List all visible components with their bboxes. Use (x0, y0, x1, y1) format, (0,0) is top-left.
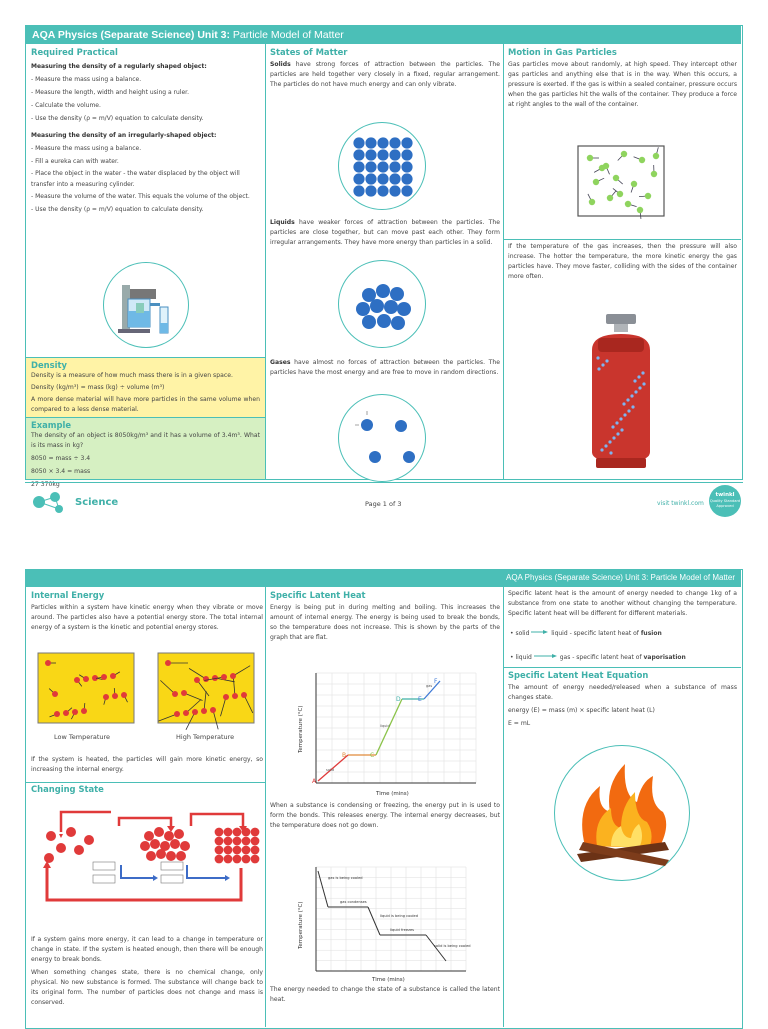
example-answer: 27 370kg (31, 480, 260, 490)
solid-particles-grid (339, 123, 427, 211)
solid-particles-diagram (338, 122, 426, 210)
condensing-section (270, 801, 500, 841)
solid-particle (365, 173, 376, 184)
internal-energy-section (31, 590, 263, 650)
solids-word: Solids (270, 61, 291, 68)
solid-particle (233, 855, 242, 864)
cooling-curve-label: liquid freezes (390, 928, 414, 932)
cylinder-particle (634, 390, 637, 393)
gases-text (270, 358, 500, 378)
solid-particle (251, 855, 260, 864)
solid-particle (401, 185, 412, 196)
solid-particle (353, 185, 364, 196)
changing-state-section (31, 935, 263, 1025)
irregular-step-5: - Use the density (ρ = m/V) equation to calculate density. (31, 203, 263, 216)
motion-divider (504, 239, 741, 240)
page-one (25, 25, 743, 480)
motion-heading: Motion in Gas Particles (508, 47, 737, 57)
solid-particle (242, 846, 251, 855)
cylinder-particle (611, 425, 614, 428)
latent-heat-equation-text: The amount of energy needed/released when a substance of mass changes state. (508, 683, 737, 703)
irregular-step-1: - Measure the mass using a balance. (31, 142, 263, 155)
cylinder-particle (619, 417, 622, 420)
liquid-particle (146, 851, 156, 861)
footer-url[interactable]: visit twinkl.com (657, 500, 704, 507)
temperature-particle (52, 691, 58, 697)
latent-heat-equation-1: energy (E) = mass (m) × specific latent heat (L) (508, 706, 737, 716)
irregular-step-2: - Fill a eureka can with water. (31, 155, 263, 168)
cylinder-particle (631, 405, 634, 408)
temperature-particle (63, 710, 69, 716)
solids-description: have strong forces of attraction between the particles. The particles are held together very closely in a fixed, regular arrangement. The particles do not have much energy and can only vibrate. (270, 61, 500, 88)
solid-particle (377, 149, 388, 160)
temperature-particle (174, 711, 180, 717)
gas-particle (46, 831, 56, 841)
temperature-particle (83, 676, 89, 682)
gas-particle (613, 175, 619, 181)
latent-heat-intro: Specific latent heat is the amount of energy needed to change 1kg of a substance from one state to another without changing the temperature. Specific latent heat will be different for different materials. (508, 589, 737, 619)
solid-particle (389, 161, 400, 172)
solids-text (270, 60, 500, 90)
solid-particle (251, 828, 260, 837)
liquids-word: Liquids (270, 219, 295, 226)
cylinder-particle (609, 451, 612, 454)
badge-title: twinkl (709, 492, 741, 499)
gases-description: have almost no forces of attraction between the particles. The particles have the most energy and are free to move in random directions. (270, 359, 500, 376)
liquid-state-particles (140, 827, 190, 861)
heated-system-section (31, 755, 263, 781)
vaporisation-word: vaporisation (643, 654, 685, 661)
column-states-of-matter (266, 44, 504, 479)
solid-particle (224, 846, 233, 855)
liquid-particle (180, 841, 190, 851)
heating-curve-point-label: A (312, 778, 317, 785)
specific-latent-heat-section (270, 590, 500, 650)
gas-container-diagram (576, 144, 666, 218)
cylinder-particle (596, 356, 599, 359)
heating-graph-ylabel: Temperature (°C) (298, 706, 304, 754)
cooling-curve-label: gas is being cooled (328, 876, 363, 880)
solid-particle (365, 149, 376, 160)
temperature-pressure-text: If the temperature of the gas increases, then the pressure will also increase. The hotter the temperature, the more kinetic energy the gas particles have. They move faster, colliding with the sides of the container more often. (508, 242, 737, 282)
gas-particle (74, 845, 84, 855)
heating-curve-point-label: F (434, 678, 438, 685)
solid-particle (353, 149, 364, 160)
temperature-particle (54, 711, 60, 717)
gas-particle (587, 155, 593, 161)
cylinder-particle (608, 440, 611, 443)
temperature-particle (81, 708, 87, 714)
solid-particle (224, 828, 233, 837)
solid-particle (353, 173, 364, 184)
campfire-illustration (554, 745, 690, 881)
latent-heat-divider (504, 667, 741, 668)
temperature-particle (112, 693, 118, 699)
liquid-particles-diagram (338, 260, 426, 348)
solid-particle (224, 855, 233, 864)
cylinder-particle (626, 398, 629, 401)
gas-box-particles (587, 147, 659, 219)
fusion-arrow-icon (531, 629, 549, 635)
gas-particle (621, 151, 627, 157)
liquid-particle (166, 851, 176, 861)
density-equation: Density (kg/m³) = mass (kg) ÷ volume (m³) (31, 383, 260, 393)
gas-particle (589, 199, 595, 205)
page-two (25, 569, 743, 1029)
specific-latent-heat-text-3: The energy needed to change the state of a substance is called the latent heat. (270, 985, 500, 1005)
heating-curve-point-label: B (342, 752, 346, 759)
density-line-1: Density is a measure of how much mass there is in a given space. (31, 371, 260, 381)
solid-particle (215, 828, 224, 837)
latent-heat-definition-box (508, 589, 737, 625)
cooling-graph-xlabel: Time (mins) (371, 977, 405, 983)
heating-curve-point-label: D (396, 696, 401, 703)
column-specific-latent-heat (266, 587, 504, 1027)
internal-energy-divider (26, 782, 265, 783)
gas-particle (44, 853, 54, 863)
temperature-particle (74, 677, 80, 683)
gas-particle (84, 835, 94, 845)
solid-particle (401, 173, 412, 184)
solid-particle (233, 837, 242, 846)
liquid-particle (174, 829, 184, 839)
cylinder-particle (605, 359, 608, 362)
column-internal-energy (26, 587, 266, 1027)
solid-particle (365, 137, 376, 148)
solid-particle (401, 137, 412, 148)
temperature-particle (72, 709, 78, 715)
density-heading: Density (31, 360, 260, 370)
example-heading: Example (31, 420, 260, 430)
page-one-footer (25, 482, 743, 520)
badge-subtitle: Quality Standard Approved (709, 499, 741, 508)
solid-particle (365, 161, 376, 172)
solid-particle (251, 846, 260, 855)
solid-particle (401, 161, 412, 172)
solid-particle (353, 161, 364, 172)
liquid-particle (176, 851, 186, 861)
solid-particle (224, 837, 233, 846)
example-step-2: 8050 × 3.4 = mass (31, 467, 260, 477)
vaporisation-description: gas - specific latent heat of (560, 654, 642, 661)
gas-particle (637, 207, 643, 213)
internal-energy-text: Particles within a system have kinetic energy when they vibrate or move around. The particles also have a potential energy store. The total internal energy of a system is the kinetic and potential energy stores. (31, 603, 263, 633)
temperature-particle (103, 694, 109, 700)
irregular-object-title: Measuring the density of an irregularly-shaped object: (31, 129, 263, 142)
heated-system-text: If the system is heated, the particles will gain more kinetic energy, so increasing the internal energy. (31, 755, 263, 775)
solid-particle (377, 185, 388, 196)
gas-particle (66, 827, 76, 837)
cylinder-particle (597, 367, 600, 370)
solid-segment-label: solid (326, 768, 334, 772)
cylinder-particle (642, 382, 645, 385)
liquid-particle (150, 839, 160, 849)
latent-heat-equation-section (508, 670, 737, 740)
cylinder-particle (623, 413, 626, 416)
high-temperature-diagram (158, 653, 254, 723)
liquid-particle (144, 831, 154, 841)
liquids-text (270, 218, 500, 248)
solid-particle (389, 149, 400, 160)
motion-text: Gas particles move about randomly, at high speed. They intercept other gas particles and anything else that is in the way. When this occurs, a pressure is exerted. If the gas is within a sealed container, pressure occurs when the gas particles hit the walls of the container. They produce a force at right angles to the wall of the container. (508, 60, 737, 110)
heating-curve-graph (292, 659, 492, 799)
gas-particle (56, 843, 66, 853)
gas-particle (651, 171, 657, 177)
gas-state-particles (44, 827, 94, 863)
solid-particle (242, 837, 251, 846)
liquids-description: have weaker forces of attraction between the particles. The particles are close together, but can move past each other. They form irregular arrangements. They have more energy than particles in a solid. (270, 219, 500, 246)
liquid-particle (164, 831, 174, 841)
gas-cylinder-illustration (576, 312, 666, 472)
irregular-step-3: - Place the object in the water - the water displaced by the object will transfer into a measuring cylinder. (31, 168, 263, 190)
cooling-curve-label: gas condenses (340, 900, 367, 904)
temperature-particle (110, 673, 116, 679)
cooling-curve-label: liquid is being cooled (380, 914, 418, 918)
temperature-particle (172, 691, 178, 697)
page-title-suffix: Particle Model of Matter (230, 29, 344, 41)
liquid-particle (156, 849, 166, 859)
temperature-particle (232, 693, 238, 699)
gases-word: Gases (270, 359, 291, 366)
solid-state-particles (215, 828, 260, 864)
cooling-curve-segment (318, 871, 328, 907)
vaporisation-line (510, 651, 739, 664)
high-temperature-label: High Temperature (176, 733, 234, 741)
liquids-section (270, 218, 500, 258)
gas-particles-diagram (338, 394, 426, 482)
solid-particle (377, 161, 388, 172)
page-two-title-prefix: AQA Physics (Separate Science) Unit 3: (506, 573, 648, 582)
temperature-particle (221, 674, 227, 680)
internal-energy-heading: Internal Energy (31, 590, 263, 600)
solid-particle (242, 855, 251, 864)
page-two-title-suffix: Particle Model of Matter (648, 573, 735, 582)
temperature-particle (183, 710, 189, 716)
cylinder-particle (641, 371, 644, 374)
cylinder-particle (638, 386, 641, 389)
solid-particle (215, 846, 224, 855)
regular-object-title: Measuring the density of a regularly shaped object: (31, 60, 263, 73)
fusion-description: liquid - specific latent heat of (551, 630, 639, 637)
temperature-particle (210, 707, 216, 713)
latent-heat-equation-2: E = mL (508, 719, 737, 729)
temperature-particle (241, 692, 247, 698)
gas-particle (645, 193, 651, 199)
fusion-from: • solid (510, 630, 529, 637)
gas-particle (593, 179, 599, 185)
example-step-1: 8050 = mass ÷ 3.4 (31, 454, 260, 464)
temperature-particle (230, 673, 236, 679)
specific-latent-heat-text-1: Energy is being put in during melting and boiling. This increases the amount of internal energy. The energy is being used to break the bonds, so the temperature does not increase. This is shown by the parts of the graph that are flat. (270, 603, 500, 643)
solid-particle (389, 185, 400, 196)
specific-latent-heat-text-2: When a substance is condensing or freezing, the energy put in is used to form the bonds. This releases energy. The internal energy decreases, but the temperature does not go down. (270, 801, 500, 831)
column-required-practical (26, 44, 266, 479)
page-two-title-bar (26, 570, 741, 587)
states-of-matter-heading: States of Matter (270, 47, 500, 57)
latent-heat-equation-heading: Specific Latent Heat Equation (508, 670, 737, 680)
cylinder-particle (627, 409, 630, 412)
density-section (26, 357, 265, 417)
cylinder-particle (633, 379, 636, 382)
liquid-particle (154, 827, 164, 837)
footer-brand: Science (75, 497, 118, 508)
example-section (26, 417, 265, 479)
cylinder-particle (622, 402, 625, 405)
gas-particle (631, 181, 637, 187)
cylinder-particle (630, 394, 633, 397)
solid-particle (389, 173, 400, 184)
solid-particle (365, 185, 376, 196)
twinkl-badge (709, 485, 741, 517)
gas-particle (625, 201, 631, 207)
solid-particle (251, 837, 260, 846)
changing-state-heading: Changing State (31, 784, 263, 794)
liquid-segment-label: liquid (380, 724, 390, 728)
example-question: The density of an object is 8050kg/m³ and it has a volume of 3.4m³. What is its mass in kg? (31, 431, 260, 451)
density-line-3: A more dense material will have more particles in the same volume when compared to a less dense material. (31, 395, 260, 415)
temperature-particle (121, 692, 127, 698)
cooling-curve-graph (292, 853, 492, 985)
temperature-particle (194, 677, 200, 683)
low-temperature-diagram (38, 653, 134, 723)
gas-particle (599, 165, 605, 171)
vaporisation-arrow-icon (534, 653, 558, 659)
heating-curve-point-label: C (370, 752, 374, 759)
regular-step-4: - Use the density (ρ = m/V) equation to calculate density. (31, 112, 263, 125)
gas-particle (639, 157, 645, 163)
temperature-particle (101, 674, 107, 680)
changing-state-heading-box (31, 784, 263, 798)
page-title-prefix: AQA Physics (Separate Science) Unit 3: (32, 29, 230, 41)
gas-segment-label: gas (426, 684, 432, 688)
solid-particle (215, 837, 224, 846)
cooling-curve-segment (368, 907, 380, 935)
motion-section (508, 47, 737, 127)
required-practical-heading: Required Practical (31, 47, 263, 57)
changing-state-diagram (31, 802, 261, 922)
gas-particle (653, 153, 659, 159)
temperature-particle (165, 660, 171, 666)
changing-state-text-2: When something changes state, there is no chemical change, only physical. No new substance is formed. The substance will change back to its original form. The number of particles does not change and mass is conserved. (31, 968, 263, 1008)
temperature-particle (45, 660, 51, 666)
cooling-graph-ylabel: Temperature (°C) (298, 902, 304, 950)
solid-particle (242, 828, 251, 837)
fusion-line (510, 627, 739, 640)
fusion-word: fusion (641, 630, 662, 637)
gas-particle (607, 195, 613, 201)
eureka-can-illustration (103, 262, 189, 348)
solid-particle (377, 173, 388, 184)
gas-particle (617, 191, 623, 197)
page-one-title-bar (26, 26, 741, 44)
solid-particle (389, 137, 400, 148)
regular-step-3: - Calculate the volume. (31, 99, 263, 112)
cylinder-particle (637, 375, 640, 378)
temperature-particle (201, 708, 207, 714)
irregular-step-4: - Measure the volume of the water. This equals the volume of the object. (31, 190, 263, 203)
temperature-particle (203, 676, 209, 682)
column-latent-heat-equation (504, 587, 741, 1027)
cylinder-particle (616, 432, 619, 435)
low-temperature-label: Low Temperature (54, 733, 110, 741)
cylinder-particle (612, 436, 615, 439)
solid-particle (233, 828, 242, 837)
regular-step-2: - Measure the length, width and height using a ruler. (31, 86, 263, 99)
vaporisation-from: • liquid (510, 654, 532, 661)
solid-particle (353, 137, 364, 148)
solid-particle (377, 137, 388, 148)
regular-step-1: - Measure the mass using a balance. (31, 73, 263, 86)
cylinder-particle (620, 428, 623, 431)
liquid-particle (140, 841, 150, 851)
footer-page-number: Page 1 of 3 (365, 500, 401, 508)
temperature-particle (181, 690, 187, 696)
solid-particle (233, 846, 242, 855)
column-gas-motion (504, 44, 741, 479)
solid-particle (215, 855, 224, 864)
science-logo-icon (25, 487, 75, 517)
specific-latent-heat-heading: Specific Latent Heat (270, 590, 500, 600)
changing-state-text-1: If a system gains more energy, it can lead to a change in temperature or change in state. If the system is heated enough, then there will be enough energy to break bonds. (31, 935, 263, 965)
gases-section (270, 358, 500, 398)
liquid-particle (170, 839, 180, 849)
cylinder-particle (600, 448, 603, 451)
temperature-particle (192, 709, 198, 715)
temperature-particle (223, 694, 229, 700)
cylinder-particle (615, 421, 618, 424)
cooling-curve-label: solid is being cooled (434, 944, 471, 948)
cylinder-particle (604, 444, 607, 447)
temperature-pressure-section (508, 242, 737, 297)
solid-particle (401, 149, 412, 160)
heating-curve-point-label: E (418, 696, 422, 703)
heating-graph-xlabel: Time (mins) (375, 791, 409, 797)
cylinder-particle (601, 363, 604, 366)
latent-heat-definition-section (270, 985, 500, 1011)
